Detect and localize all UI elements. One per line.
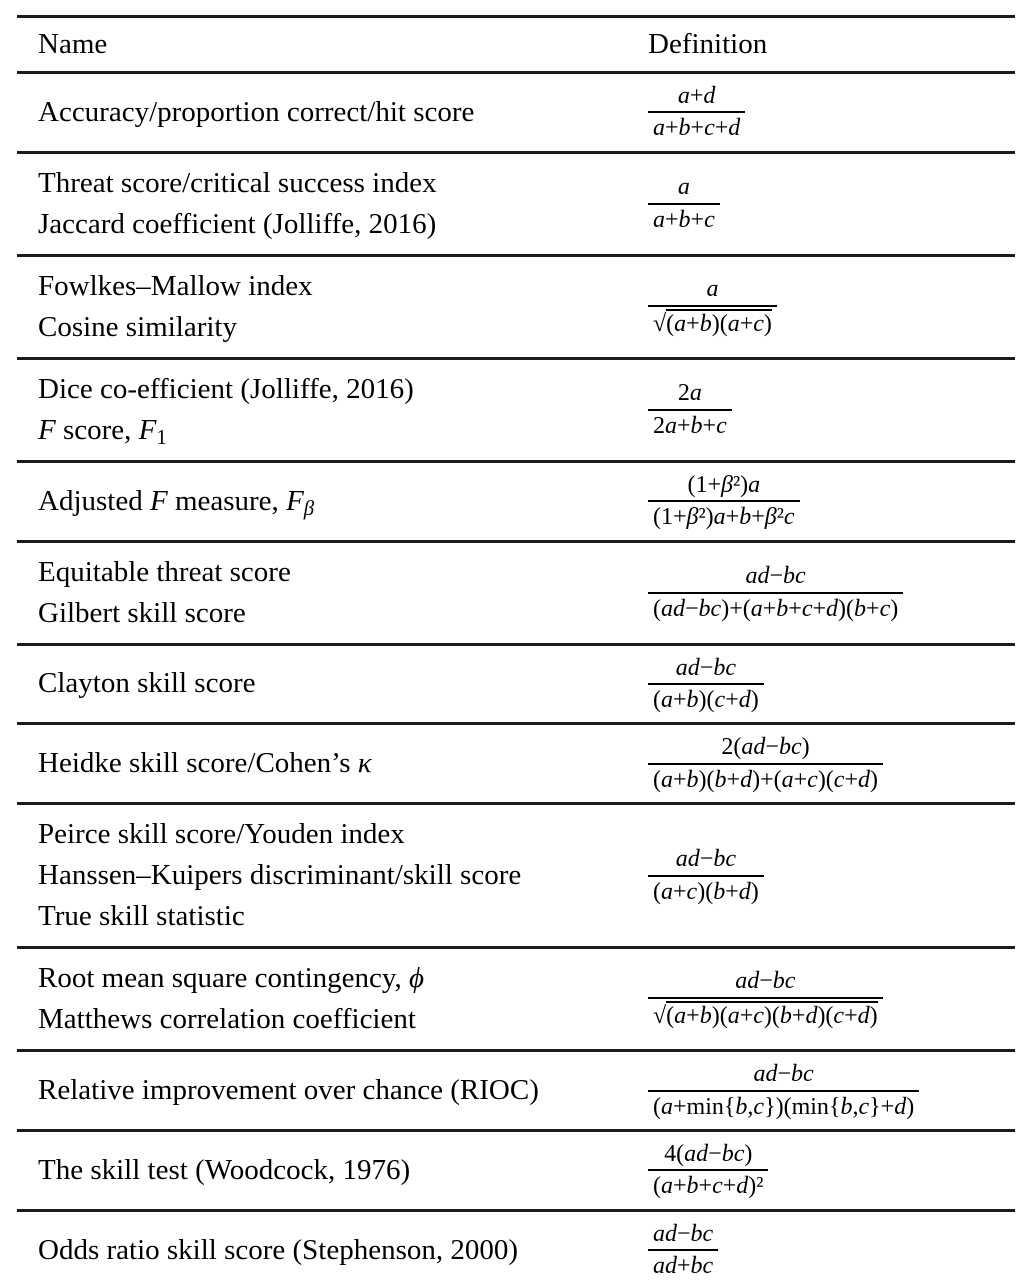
table-body xyxy=(17,74,1015,1286)
metric-name xyxy=(17,663,648,704)
table-row xyxy=(17,1129,1015,1209)
metric-definition xyxy=(648,472,1015,531)
metric-name xyxy=(17,552,648,634)
formula-numerator: 4(ad−bc) xyxy=(664,1140,753,1167)
table-row xyxy=(17,643,1015,723)
skill-scores-table xyxy=(17,15,1015,1286)
formula-denominator: (a+min{b,c})(min{b,c}+d) xyxy=(648,1090,919,1120)
formula-denominator: (a+b)(b+d)+(a+c)(c+d) xyxy=(648,763,883,793)
table-row xyxy=(17,802,1015,946)
metric-definition xyxy=(648,968,1015,1029)
formula-fraction xyxy=(648,968,883,1029)
formula-denominator: (ad−bc)+(a+b+c+d)(b+c) xyxy=(648,592,903,622)
formula-denominator: a+b+c+d xyxy=(648,111,745,141)
metric-name-line: F score, $F_1$ xyxy=(38,413,167,449)
metric-name-line: Fowlkes–Mallow index xyxy=(38,269,313,302)
formula-denominator: a+b+c xyxy=(648,203,720,233)
metric-name xyxy=(17,958,648,1040)
formula-numerator: a+d xyxy=(677,83,716,109)
metric-name xyxy=(17,743,648,784)
metric-definition xyxy=(648,655,1015,714)
metric-name-line: Dice co-efficient (Jolliffe, 2016) xyxy=(38,372,414,405)
formula-numerator: ad−bc xyxy=(675,654,736,681)
formula-denominator: (a+b)(c+d) xyxy=(648,683,764,713)
formula-fraction xyxy=(648,83,745,142)
formula-fraction xyxy=(648,276,777,337)
metric-definition xyxy=(648,1221,1015,1280)
formula-fraction xyxy=(648,1221,718,1280)
metric-definition xyxy=(648,83,1015,142)
metric-definition xyxy=(648,380,1015,439)
table-row xyxy=(17,540,1015,643)
formula-numerator: 2(ad−bc) xyxy=(721,734,810,761)
formula-numerator: ad−bc xyxy=(735,968,796,995)
formula-numerator: a xyxy=(706,276,719,303)
metric-name xyxy=(17,1070,648,1111)
metric-name xyxy=(17,1150,648,1191)
metric-name-line: Gilbert skill score xyxy=(38,596,246,629)
formula-numerator: ad−bc xyxy=(745,563,806,590)
formula-denominator: (1+β²)a+b+β²c xyxy=(648,500,800,530)
formula-numerator: ad−bc xyxy=(653,1220,714,1247)
metric-definition xyxy=(648,846,1015,905)
table-row xyxy=(17,1209,1015,1286)
formula-fraction xyxy=(648,1061,919,1120)
table-row xyxy=(17,1049,1015,1129)
formula-fraction xyxy=(648,734,883,793)
metric-name xyxy=(17,266,648,348)
table-row xyxy=(17,722,1015,802)
metric-name-line: Relative improvement over chance (RIOC) xyxy=(38,1074,539,1107)
square-root-icon: √ xyxy=(653,1002,667,1029)
formula-fraction xyxy=(648,563,903,622)
formula-fraction xyxy=(648,1141,768,1200)
metric-name-line: Clayton skill score xyxy=(38,667,256,700)
formula-denominator: (a+c)(b+d) xyxy=(648,875,764,905)
metric-definition xyxy=(648,734,1015,793)
metric-name xyxy=(17,163,648,245)
metric-name-line: True skill statistic xyxy=(38,900,245,933)
formula-fraction xyxy=(648,174,720,233)
column-header-name: Name xyxy=(38,28,108,60)
formula-denominator: 2a+b+c xyxy=(648,409,732,439)
formula-numerator: (1+β²)a xyxy=(687,471,761,498)
metric-name-line: Equitable threat score xyxy=(38,555,291,588)
table-row xyxy=(17,946,1015,1049)
metric-name-line: Heidke skill score/Cohen’s κ xyxy=(38,747,372,780)
metric-name-line: Jaccard coefficient (Jolliffe, 2016) xyxy=(38,207,437,240)
metric-name-line: Odds ratio skill score (Stephenson, 2000) xyxy=(38,1233,519,1266)
formula-numerator: ad−bc xyxy=(753,1061,814,1088)
formula-denominator: (a+b+c+d)² xyxy=(648,1169,768,1199)
formula-denominator: ad+bc xyxy=(648,1249,718,1279)
formula-numerator: 2a xyxy=(677,380,702,407)
metric-name-line: Root mean square contingency, ϕ xyxy=(38,962,424,995)
formula-numerator: a xyxy=(677,174,690,201)
metric-definition xyxy=(648,563,1015,622)
metric-name xyxy=(17,369,648,451)
formula-fraction xyxy=(648,655,764,714)
metric-name-line: Hanssen–Kuipers discriminant/skill score xyxy=(38,859,522,892)
table-header-row xyxy=(17,18,1015,74)
metric-name xyxy=(17,92,648,133)
square-root-icon: √ xyxy=(653,310,667,337)
metric-definition xyxy=(648,1061,1015,1120)
metric-name xyxy=(17,481,648,522)
table-row xyxy=(17,254,1015,357)
table-row xyxy=(17,74,1015,151)
metric-definition xyxy=(648,1141,1015,1200)
metric-name-line: Accuracy/proportion correct/hit score xyxy=(38,95,475,128)
formula-denominator: √(a+b)(a+c) xyxy=(648,305,777,338)
formula-denominator: √(a+b)(a+c)(b+d)(c+d) xyxy=(648,997,883,1030)
metric-name-line: Cosine similarity xyxy=(38,310,237,343)
formula-fraction xyxy=(648,380,732,439)
table-row xyxy=(17,460,1015,540)
column-header-definition: Definition xyxy=(648,28,768,60)
formula-numerator: ad−bc xyxy=(675,846,736,873)
metric-name-line: The skill test (Woodcock, 1976) xyxy=(38,1153,411,1186)
metric-definition xyxy=(648,276,1015,337)
metric-name-line: Peirce skill score/Youden index xyxy=(38,818,405,851)
metric-name xyxy=(17,814,648,937)
metric-name-line: Threat score/critical success index xyxy=(38,166,437,199)
metric-name-line: Adjusted F measure, $F_\beta$ xyxy=(38,484,315,520)
metric-definition xyxy=(648,174,1015,233)
metric-name-line: Matthews correlation coefficient xyxy=(38,1003,416,1036)
table-row xyxy=(17,357,1015,460)
formula-fraction xyxy=(648,472,800,531)
formula-fraction xyxy=(648,846,764,905)
metric-name xyxy=(17,1230,648,1271)
table-row xyxy=(17,151,1015,254)
